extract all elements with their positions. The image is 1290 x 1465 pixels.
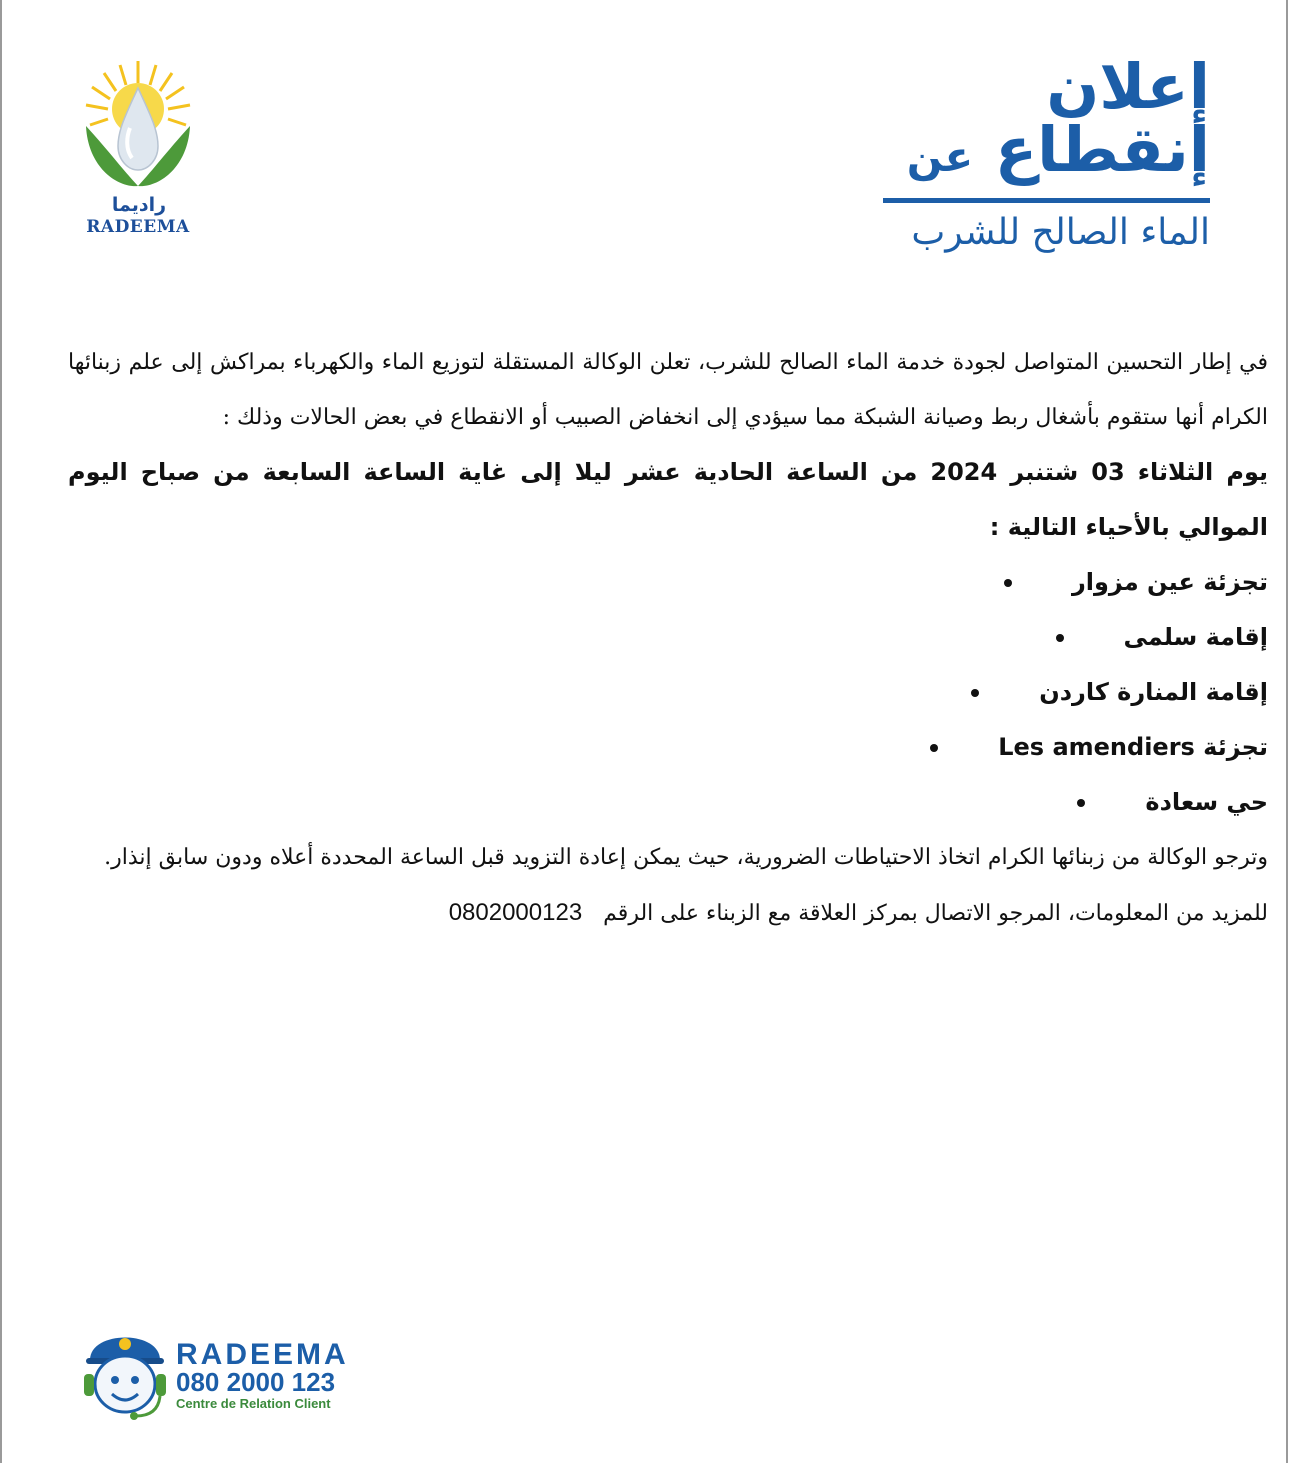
bullet-icon	[1056, 634, 1064, 642]
logo-english-text: RADEEMA	[86, 217, 190, 237]
advice-paragraph: وترجو الوكالة من زبنائها الكرام اتخاذ الاحتياطات الضرورية، حيث يمكن إعادة التزويد قبل الساعة المحددة أعلاه ودون سابق إنذار.	[104, 845, 1268, 870]
bullet-icon	[1077, 799, 1085, 807]
list-item	[68, 610, 1268, 665]
intro-paragraph: في إطار التحسين المتواصل لجودة خدمة الماء الصالح للشرب، تعلن الوكالة المستقلة لتوزيع الماء والكهرباء بمراكش إلى علم زبنائها الكرام أنها ستقوم بأشغال ربط وصيانة الشبكة مما سيؤدي إلى انخفاض الصبيب أو الانقطاع في بعض الحالات وذلك :	[68, 350, 1268, 430]
announcement-headline	[880, 50, 1210, 255]
headline-divider	[883, 198, 1210, 203]
neighborhood-name: إقامة سلمى	[1123, 623, 1268, 651]
list-item	[68, 775, 1268, 830]
neighborhood-list	[68, 555, 1268, 830]
bullet-icon	[930, 744, 938, 752]
announcement-body	[68, 335, 1268, 941]
contact-number: 0802000123	[448, 899, 583, 926]
schedule-text: يوم الثلاثاء 03 شتنبر 2024 من الساعة الحادية عشر ليلا إلى غاية الساعة السابعة من صباح اليوم الموالي بالأحياء التالية :	[68, 458, 1269, 541]
neighborhood-name: حي سعادة	[1145, 788, 1268, 816]
headline-interruption-prefix: عن	[906, 132, 974, 181]
headline-interruption-main: إنقطاع	[994, 113, 1210, 186]
headline-subject: الماء الصالح للشرب	[911, 212, 1210, 253]
neighborhood-name: إقامة المنارة كاردن	[1039, 678, 1268, 706]
headline-announcement: إعلان	[1046, 50, 1210, 123]
list-item	[68, 720, 1268, 775]
bullet-icon	[971, 689, 979, 697]
neighborhood-name: تجزئة Les amendiers	[998, 733, 1268, 761]
footer-tagline: Centre de Relation Client	[176, 1396, 331, 1411]
footer-phone-number: 080 2000 123	[176, 1367, 336, 1397]
logo-arabic-text: راديما	[111, 194, 167, 216]
contact-text: للمزيد من المعلومات، المرجو الاتصال بمركز العلاقة مع الزبناء على الرقم	[603, 901, 1268, 926]
neighborhood-name: تجزئة عين مزوار	[1071, 568, 1268, 596]
list-item	[68, 555, 1268, 610]
footer-brand-title: RADEEMA	[176, 1338, 349, 1371]
headline-interruption	[880, 113, 1210, 188]
contact-line	[68, 885, 1268, 941]
bullet-icon	[1004, 579, 1012, 587]
list-item	[68, 665, 1268, 720]
